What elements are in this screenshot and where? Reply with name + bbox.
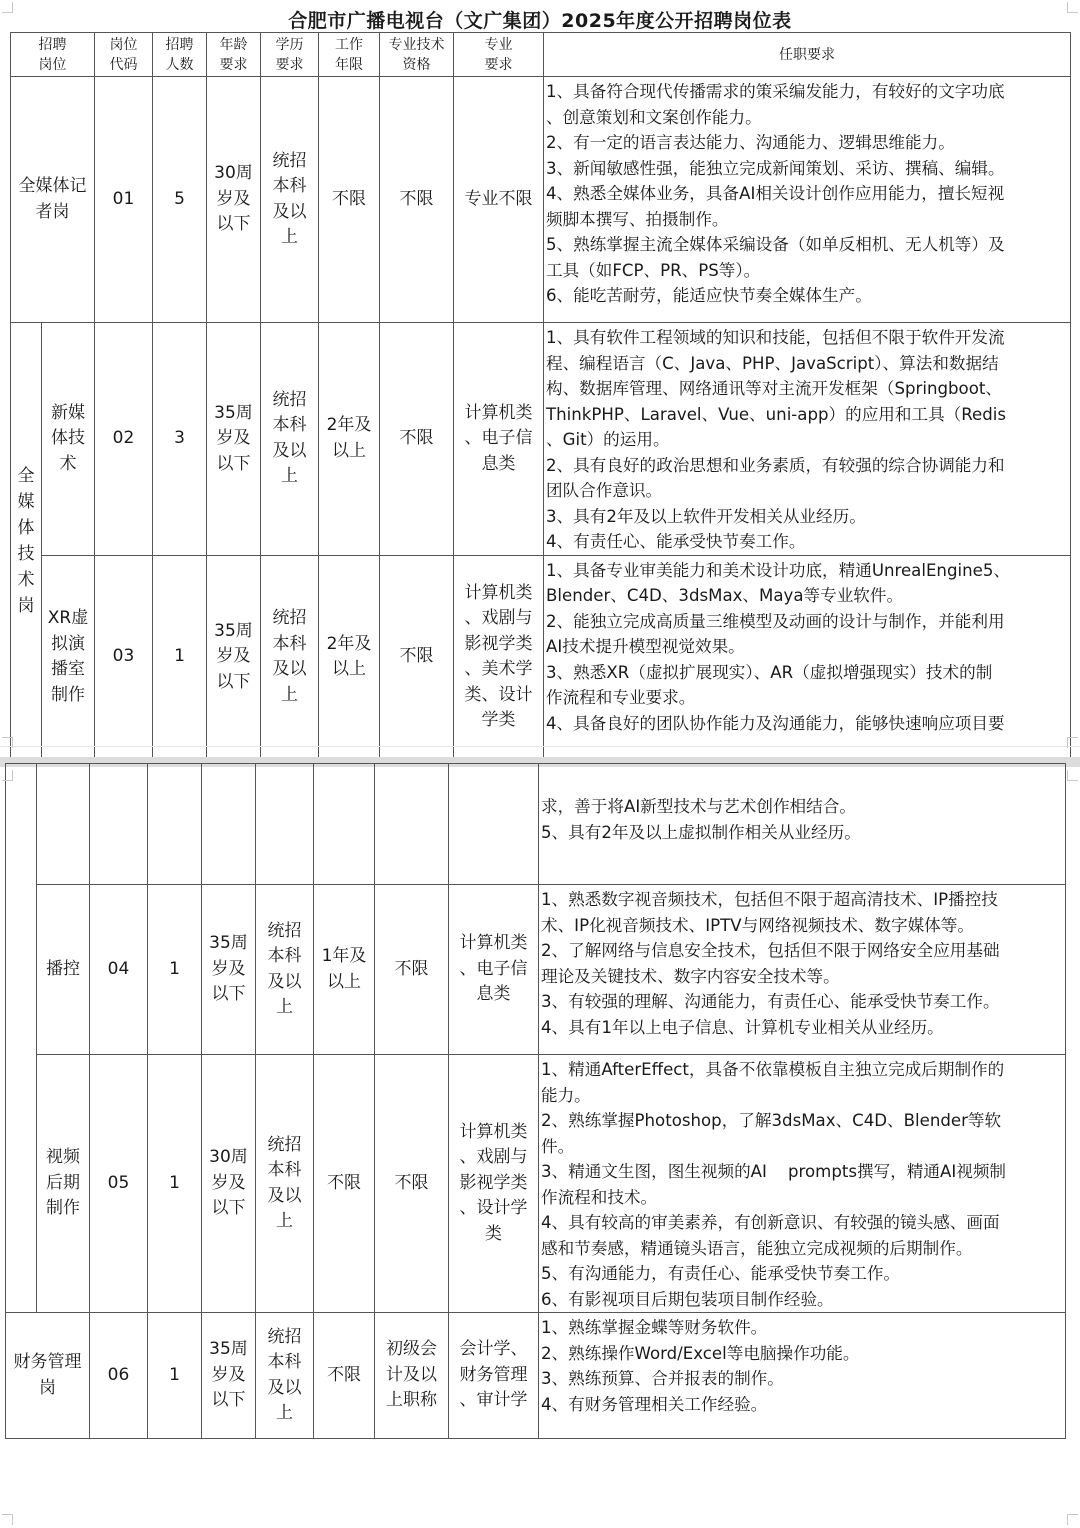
cell-line: 计算机类 — [464, 582, 533, 603]
header-education — [261, 33, 319, 77]
cell-line: 岗位 — [38, 56, 67, 73]
cell-line: 4、具有较高的审美素养，有创新意识、有较强的镜头感、画面 — [541, 1213, 1000, 1232]
cell-line: 以下 — [216, 671, 251, 692]
cell-line: 体技 — [51, 428, 85, 448]
cell-line: 资格 — [402, 56, 431, 73]
position-requirements — [539, 1313, 1066, 1439]
crop-mark — [1067, 1514, 1078, 1525]
cell-line: 、审计学 — [459, 1390, 528, 1411]
cell-line: 类、设计 — [464, 684, 533, 705]
cell-line: 岁及 — [216, 188, 251, 209]
header-qualification — [380, 33, 454, 77]
cell-line: 5、熟练掌握主流全媒体采编设备（如单反相机、无人机等）及 — [546, 235, 1005, 254]
position-major — [449, 885, 539, 1055]
cell-line: 制作 — [46, 1198, 80, 1219]
position-major — [449, 1313, 539, 1439]
cell-line: 35周 — [209, 1339, 248, 1360]
cell-line: 4、熟悉全媒体业务，具备AI相关设计创作应用能力，擅长短视 — [546, 184, 1005, 203]
position-group-label — [11, 323, 42, 760]
cell-line: 2、熟练操作Word/Excel等电脑操作功能。 — [541, 1343, 860, 1363]
cell-line: Blender、C4D、3dsMax、Maya等专业软件。 — [546, 586, 904, 605]
cell-line: 岗 — [39, 1377, 56, 1398]
position-name — [42, 323, 95, 556]
table-row — [11, 77, 1071, 323]
cell-line: ThinkPHP、Laravel、Vue、uni-app）的应用和工具（Redis — [546, 404, 1007, 424]
position-count: 1 — [148, 1313, 202, 1439]
table-row — [6, 885, 1066, 1055]
cell-line: 4、有财务管理相关工作经验。 — [541, 1394, 768, 1414]
cell-line: 作流程和专业要求。 — [546, 688, 696, 707]
position-major — [454, 555, 544, 759]
position-education — [256, 885, 314, 1055]
position-name — [11, 77, 95, 323]
cell-line: 上 — [281, 227, 298, 247]
cell-line: 术 — [17, 569, 35, 590]
position-age — [207, 323, 261, 556]
position-age-continued — [202, 764, 256, 885]
cell-line: 术、IP化视音频技术、IPTV与网络视频技术、数字媒体等。 — [541, 915, 974, 935]
cell-line: 初级会 — [386, 1339, 437, 1360]
cell-line: 年龄 — [219, 36, 248, 53]
cell-line: 以下 — [211, 1198, 246, 1219]
cell-line: 上职称 — [386, 1390, 437, 1411]
position-count: 1 — [148, 1055, 202, 1313]
position-experience — [319, 555, 380, 759]
cell-line: 、戏剧与 — [459, 1147, 528, 1168]
cell-line: 、创意策划和文案创作能力。 — [546, 107, 762, 127]
cell-line: 本科 — [272, 633, 307, 654]
cell-line: 息类 — [481, 453, 516, 474]
cell-line: 岗位 — [109, 36, 138, 53]
cell-line: 不限 — [327, 1364, 361, 1385]
cell-line: 、美术学 — [464, 659, 533, 679]
cell-line: 本科 — [272, 415, 307, 436]
position-count-continued — [148, 764, 202, 885]
cell-line: 统招 — [272, 389, 307, 410]
cell-line: 要求 — [275, 56, 304, 73]
position-requirements — [539, 885, 1066, 1055]
cell-line: 播室 — [51, 659, 85, 679]
recruitment-table-page-2 — [5, 763, 1066, 1439]
cell-line: 、电子信 — [464, 428, 533, 448]
cell-line: 35周 — [214, 620, 253, 641]
page-title: 合肥市广播电视台（文广集团）2025年度公开招聘岗位表 — [288, 10, 792, 32]
position-group-continued — [6, 764, 37, 1313]
position-requirements — [544, 323, 1071, 556]
cell-line: 不限 — [399, 188, 434, 209]
cell-line: 6、能吃苦耐劳，能适应快节奏全媒体生产。 — [546, 286, 872, 305]
cell-line: 、电子信 — [459, 958, 528, 979]
cell-line: 全媒体记 — [18, 176, 87, 196]
page-fold-line — [0, 746, 1080, 747]
position-major — [454, 77, 544, 323]
cell-line: 不限 — [399, 646, 434, 667]
cell-line: 、Git）的运用。 — [546, 430, 670, 449]
position-education — [261, 77, 319, 323]
position-requirements — [544, 77, 1071, 323]
cell-line: 2、有一定的语言表达能力、沟通能力、逻辑思维能力。 — [546, 133, 955, 152]
position-name — [42, 555, 95, 759]
cell-line: 频脚本撰写、拍摄制作。 — [546, 209, 729, 229]
cell-line: 1、具有软件工程领域的知识和技能，包括但不限于软件开发流 — [546, 328, 1005, 347]
cell-line: 岁及 — [211, 1364, 246, 1385]
cell-line: 4、具备良好的团队协作能力及沟通能力，能够快速响应项目要 — [546, 713, 1005, 733]
cell-line: 1、精通AfterEffect，具备不依靠模板自主独立完成后期制作的 — [541, 1060, 1005, 1079]
cell-line: 1、熟悉数字视音频技术，包括但不限于超高清技术、IP播控技 — [541, 890, 998, 909]
position-code: 02 — [95, 323, 153, 556]
cell-line: 新媒 — [51, 402, 85, 423]
cell-line: 计算机类 — [464, 402, 533, 423]
header-row — [11, 33, 1071, 77]
cell-line: 视频 — [46, 1147, 80, 1168]
position-name — [37, 885, 90, 1055]
position-qualification — [380, 323, 454, 556]
cell-line: 以下 — [216, 453, 251, 474]
cell-line: 工作 — [335, 36, 363, 53]
cell-line: 2、了解网络与信息安全技术，包括但不限于网络安全应用基础 — [541, 941, 1000, 960]
cell-line: AI技术提升模型视觉效果。 — [546, 637, 745, 656]
cell-line: 理论及关键技术、数字内容安全技术等。 — [541, 966, 840, 986]
cell-line: 媒 — [17, 491, 35, 512]
cell-line: 及以 — [272, 659, 307, 679]
cell-line: 岁及 — [211, 1172, 246, 1193]
cell-line: 以上 — [332, 440, 366, 461]
cell-line: 不限 — [394, 958, 429, 979]
cell-line: 团队合作意识。 — [546, 481, 663, 500]
position-requirements — [544, 555, 1071, 759]
table-row — [11, 555, 1071, 759]
cell-line: 3、具有2年及以上软件开发相关从业经历。 — [546, 506, 866, 526]
position-age — [202, 885, 256, 1055]
position-code: 04 — [90, 885, 148, 1055]
cell-line: 1年及 — [321, 946, 367, 966]
position-experience — [314, 1055, 375, 1313]
cell-line: 岁及 — [211, 958, 246, 979]
cell-line: 30周 — [209, 1147, 248, 1168]
header-experience — [319, 33, 380, 77]
position-major — [454, 323, 544, 556]
crop-mark — [1067, 770, 1078, 781]
cell-line: 及以 — [267, 1377, 302, 1398]
position-code: 06 — [90, 1313, 148, 1439]
crop-mark — [2, 2, 13, 13]
cell-line: 招聘 — [165, 36, 194, 53]
table-row — [6, 764, 1066, 885]
position-experience — [314, 885, 375, 1055]
cell-line: 、戏剧与 — [464, 608, 533, 628]
crop-mark — [1067, 2, 1078, 13]
cell-line: 体 — [17, 517, 35, 538]
cell-line: 作流程和技术。 — [541, 1187, 658, 1207]
cell-line: 计及以 — [386, 1364, 437, 1385]
position-qualification — [375, 885, 449, 1055]
position-qualification-continued — [375, 764, 449, 885]
cell-line: 统招 — [272, 608, 307, 628]
position-experience-continued — [314, 764, 375, 885]
cell-line: 2、能独立完成高质量三维模型及动画的设计与制作，并能利用 — [546, 611, 1005, 631]
cell-line: 以上 — [327, 971, 361, 992]
cell-line: 要求 — [219, 56, 248, 73]
cell-line: 术 — [59, 453, 77, 474]
cell-line: 拟演 — [51, 633, 85, 654]
recruitment-table-page-1 — [10, 32, 1071, 760]
cell-line: 岁及 — [216, 428, 251, 448]
position-name-continued — [37, 764, 90, 885]
cell-line: 6、有影视项目后期包装项目制作经验。 — [541, 1289, 834, 1309]
cell-line: 本科 — [267, 1352, 302, 1372]
position-code: 03 — [95, 555, 153, 759]
position-code: 05 — [90, 1055, 148, 1313]
cell-line: 以下 — [211, 1390, 246, 1411]
table-row — [11, 323, 1071, 556]
cell-line: 件。 — [541, 1136, 575, 1156]
cell-line: 求，善于将AI新型技术与艺术创作相结合。 — [541, 797, 856, 816]
cell-line: 计算机类 — [459, 1121, 528, 1142]
cell-line: 1、具备专业审美能力和美术设计功底，精通UnrealEngine5、 — [546, 560, 1010, 580]
cell-line: 年限 — [335, 56, 363, 73]
cell-line: 本科 — [267, 946, 302, 966]
cell-line: 2年及 — [326, 415, 372, 436]
cell-line: 1、熟练掌握金蝶等财务软件。 — [541, 1318, 768, 1337]
cell-line: 本科 — [272, 176, 307, 196]
cell-line: 财务管理 — [13, 1352, 82, 1372]
cell-line: 统招 — [272, 150, 307, 171]
position-age — [202, 1055, 256, 1313]
cell-line: 人数 — [165, 56, 194, 73]
position-major — [449, 1055, 539, 1313]
cell-line: 3、熟悉XR（虚拟扩展现实）、AR（虚拟增强现实）技术的制 — [546, 662, 993, 682]
cell-line: 程、编程语言（C、Java、PHP、JavaScript）、算法和数据结 — [546, 353, 999, 373]
position-count: 1 — [148, 885, 202, 1055]
cell-line: 上 — [281, 684, 298, 705]
header-age — [207, 33, 261, 77]
position-name — [37, 1055, 90, 1313]
position-education — [256, 1055, 314, 1313]
cell-line: 及以 — [267, 971, 302, 992]
cell-line: 影视学类 — [464, 633, 533, 654]
cell-line: 技 — [17, 543, 35, 564]
header-code — [95, 33, 153, 77]
cell-line: 3、新闻敏感性强，能独立完成新闻策划、采访、撰稿、编辑。 — [546, 158, 1005, 178]
cell-line: 上 — [276, 1403, 293, 1423]
cell-line: 统招 — [267, 1326, 302, 1347]
cell-line: 4、具有1年以上电子信息、计算机专业相关从业经历。 — [541, 1017, 944, 1037]
cell-line: 上 — [276, 1211, 293, 1231]
position-education — [261, 555, 319, 759]
cell-line: 播控 — [46, 958, 80, 979]
cell-line: 以下 — [216, 214, 251, 235]
cell-line: XR虚 — [47, 608, 89, 628]
cell-line: 本科 — [267, 1160, 302, 1180]
position-code-continued — [90, 764, 148, 885]
position-count: 3 — [153, 323, 207, 556]
cell-line: 专业技术 — [388, 36, 445, 53]
cell-line: 统招 — [267, 1134, 302, 1155]
cell-line: 4、有责任心、能承受快节奏工作。 — [546, 532, 806, 551]
cell-line: 2、熟练掌握Photoshop，了解3dsMax、C4D、Blender等软 — [541, 1111, 1002, 1130]
crop-mark — [2, 1514, 13, 1525]
cell-line: 及以 — [267, 1185, 302, 1206]
cell-line: 能力。 — [541, 1085, 591, 1105]
cell-line: 息类 — [476, 984, 511, 1005]
cell-line: 、设计学 — [459, 1198, 528, 1219]
cell-line: 不限 — [394, 1172, 429, 1193]
position-requirements-continued — [539, 764, 1066, 885]
cell-line: 不限 — [332, 188, 366, 209]
cell-line: 2年及 — [326, 633, 372, 654]
cell-line: 学类 — [481, 710, 516, 730]
position-age — [207, 77, 261, 323]
cell-line: 招聘 — [38, 36, 67, 53]
cell-line: 5、具有2年及以上虚拟制作相关从业经历。 — [541, 822, 861, 842]
header-count — [153, 33, 207, 77]
cell-line: 计算机类 — [459, 933, 528, 954]
position-qualification — [380, 555, 454, 759]
header-position — [11, 33, 95, 77]
position-education — [261, 323, 319, 556]
cell-line: 代码 — [109, 56, 138, 73]
header-duties: 任职要求 — [544, 33, 1071, 77]
position-experience — [319, 323, 380, 556]
position-education — [256, 1313, 314, 1439]
cell-line: 2、具有良好的政治思想和业务素质，有较强的综合协调能力和 — [546, 455, 1005, 475]
position-requirements — [539, 1055, 1066, 1313]
cell-line: 上 — [281, 466, 298, 487]
cell-line: 上 — [276, 997, 293, 1017]
position-major-continued — [449, 764, 539, 885]
position-count: 5 — [153, 77, 207, 323]
cell-line: 3、有较强的理解、沟通能力，有责任心、能承受快节奏工作。 — [541, 992, 1000, 1011]
cell-line: 感和节奏感，精通镜头语言，能独立完成视频的后期制作。 — [541, 1238, 973, 1258]
cell-line: 专业 — [484, 36, 513, 53]
table-row — [6, 1055, 1066, 1313]
cell-line: 及以 — [272, 440, 307, 461]
cell-line: 要求 — [484, 56, 513, 73]
position-age — [202, 1313, 256, 1439]
position-qualification — [375, 1055, 449, 1313]
cell-line: 35周 — [214, 402, 253, 423]
position-qualification — [375, 1313, 449, 1439]
position-count: 1 — [153, 555, 207, 759]
position-code: 01 — [95, 77, 153, 323]
cell-line: 以上 — [332, 659, 366, 679]
crop-mark — [2, 737, 13, 748]
cell-line: 类 — [485, 1223, 502, 1244]
header-major — [454, 33, 544, 77]
cell-line: 3、精通文生图，图生视频的AI prompts撰写，精通AI视频制 — [541, 1162, 1007, 1181]
cell-line: 财务管理 — [459, 1364, 528, 1385]
cell-line: 3、熟练预算、合并报表的制作。 — [541, 1369, 784, 1388]
cell-line: 影视学类 — [459, 1172, 528, 1193]
position-experience — [314, 1313, 375, 1439]
cell-line: 者岗 — [35, 201, 70, 222]
position-name — [6, 1313, 90, 1439]
cell-line: 统招 — [267, 920, 302, 941]
cell-line: 岗 — [17, 595, 35, 616]
cell-line: 岁及 — [216, 646, 251, 667]
cell-line: 制作 — [51, 684, 85, 705]
cell-line: 会计学、 — [459, 1339, 528, 1360]
cell-line: 后期 — [46, 1172, 80, 1193]
crop-mark — [1067, 737, 1078, 748]
cell-line: 35周 — [209, 933, 248, 954]
position-age — [207, 555, 261, 759]
cell-line: 1、具备符合现代传播需求的策采编发能力，有较好的文字功底 — [546, 82, 1005, 101]
cell-line: 专业不限 — [464, 188, 533, 209]
crop-mark — [2, 770, 13, 781]
cell-line: 不限 — [399, 428, 434, 448]
cell-line: 构、数据库管理、网络通讯等对主流开发框架（Springboot、 — [546, 379, 1002, 398]
position-education-continued — [256, 764, 314, 885]
table-row — [6, 1313, 1066, 1439]
cell-line: 5、有沟通能力，有责任心、能承受快节奏工作。 — [541, 1264, 901, 1283]
position-experience — [319, 77, 380, 323]
cell-line: 以下 — [211, 984, 246, 1005]
cell-line: 工具（如FCP、PR、PS等）。 — [546, 260, 761, 280]
cell-line: 及以 — [272, 201, 307, 222]
cell-line: 不限 — [327, 1172, 361, 1193]
position-qualification — [380, 77, 454, 323]
cell-line: 全 — [17, 465, 35, 486]
cell-line: 学历 — [275, 36, 304, 53]
cell-line: 30周 — [214, 163, 253, 184]
